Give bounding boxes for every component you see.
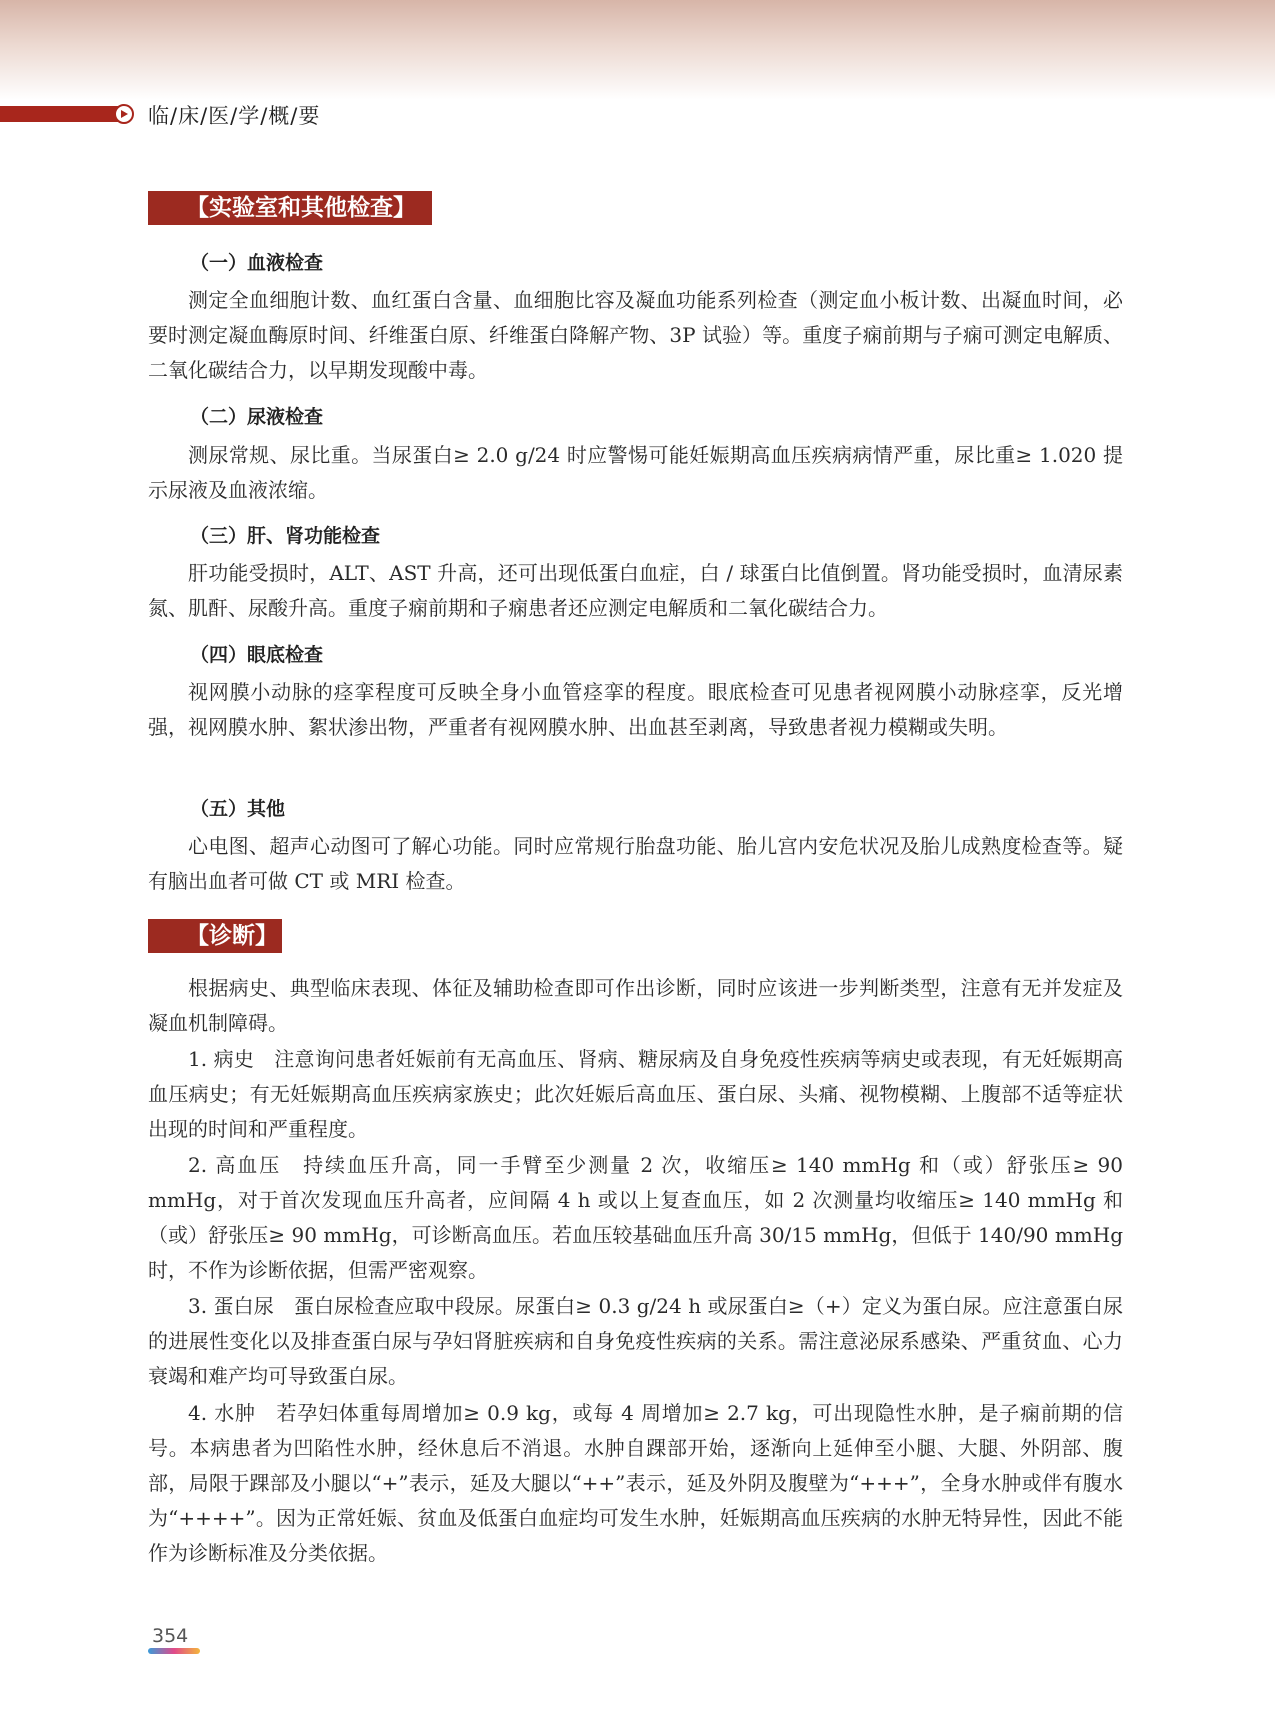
subheading-blood: （一）血液检查 xyxy=(190,252,324,274)
paragraph-blood: 测定全血细胞计数、血红蛋白含量、血细胞比容及凝血功能系列检查（测定血小板计数、出凝血时间，必要时测定凝血酶原时间、纤维蛋白原、纤维蛋白降解产物、3P 试验）等。重度子痫前期与子痫可测定电解质、二氧化碳结合力，以早期发现酸中毒。 xyxy=(148,288,1123,382)
paragraph-edema: 4. 水肿 若孕妇体重每周增加≥ 0.9 kg，或每 4 周增加≥ 2.7 kg，可出现隐性水肿，是子痫前期的信号。本病患者为凹陷性水肿，经休息后不消退。水肿自踝部开始，逐渐向上延伸至小腿、大腿、外阴部、腹部，局限于踝部及小腿以“+”表示，延及大腿以“++”表示，延及外阴及腹壁为“+++”，全身水肿或伴有腹水为“++++”。因为正常妊娠、贫血及低蛋白血症均可发生水肿，妊娠期高血压疾病的水肿无特异性，因此不能作为诊断标准及分类依据。 xyxy=(148,1401,1123,1565)
paragraph-fundus: 视网膜小动脉的痉挛程度可反映全身小血管痉挛的程度。眼底检查可见患者视网膜小动脉痉挛，反光增强，视网膜水肿、絮状渗出物，严重者有视网膜水肿、出血甚至剥离，导致患者视力模糊或失明。 xyxy=(148,680,1123,739)
paragraph-liver-kidney: 肝功能受损时，ALT、AST 升高，还可出现低蛋白血症，白 / 球蛋白比值倒置。肾功能受损时，血清尿素氮、肌酐、尿酸升高。重度子痫前期和子痫患者还应测定电解质和二氧化碳结合力。 xyxy=(148,561,1123,620)
arrow-right-icon xyxy=(114,104,134,124)
page-number: 354 xyxy=(152,1625,189,1647)
subheading-liver-kidney: （三）肝、肾功能检查 xyxy=(190,525,381,547)
header-background xyxy=(0,0,1275,100)
subheading-other: （五）其他 xyxy=(190,798,286,820)
paragraph-proteinuria: 3. 蛋白尿 蛋白尿检查应取中段尿。尿蛋白≥ 0.3 g/24 h 或尿蛋白≥（+）定义为蛋白尿。应注意蛋白尿的进展性变化以及排查蛋白尿与孕妇肾脏疾病和自身免疫性疾病的关系。需注意泌尿系感染、严重贫血、心力衰竭和难产均可导致蛋白尿。 xyxy=(148,1294,1123,1388)
paragraph-diagnosis-intro: 根据病史、典型临床表现、体征及辅助检查即可作出诊断，同时应该进一步判断类型，注意有无并发症及凝血机制障碍。 xyxy=(148,976,1123,1035)
header-accent-bar xyxy=(0,106,123,122)
running-header-title: 临/床/医/学/概/要 xyxy=(148,104,321,128)
paragraph-hypertension: 2. 高血压 持续血压升高，同一手臂至少测量 2 次，收缩压≥ 140 mmHg 和（或）舒张压≥ 90 mmHg，对于首次发现血压升高者，应间隔 4 h 或以上复查血压，如 2 次测量均收缩压≥ 140 mmHg 和（或）舒张压≥ 90 mmHg，可诊断高血压。若血压较基础血压升高 30/15 mmHg，但低于 140/90 mmHg 时，不作为诊断依据，但需严密观察。 xyxy=(148,1153,1123,1282)
subheading-urine: （二）尿液检查 xyxy=(190,406,324,428)
subheading-fundus: （四）眼底检查 xyxy=(190,644,324,666)
section-title-diagnosis: 【诊断】 xyxy=(148,919,282,953)
paragraph-urine: 测尿常规、尿比重。当尿蛋白≥ 2.0 g/24 时应警惕可能妊娠期高血压疾病病情严重，尿比重≥ 1.020 提示尿液及血液浓缩。 xyxy=(148,443,1123,502)
page-number-ornament xyxy=(148,1648,200,1654)
section-title-lab: 【实验室和其他检查】 xyxy=(148,191,432,225)
paragraph-other: 心电图、超声心动图可了解心功能。同时应常规行胎盘功能、胎儿宫内安危状况及胎儿成熟度检查等。疑有脑出血者可做 CT 或 MRI 检查。 xyxy=(148,834,1123,893)
paragraph-history: 1. 病史 注意询问患者妊娠前有无高血压、肾病、糖尿病及自身免疫性疾病等病史或表现，有无妊娠期高血压病史；有无妊娠期高血压疾病家族史；此次妊娠后高血压、蛋白尿、头痛、视物模糊、上腹部不适等症状出现的时间和严重程度。 xyxy=(148,1047,1123,1141)
